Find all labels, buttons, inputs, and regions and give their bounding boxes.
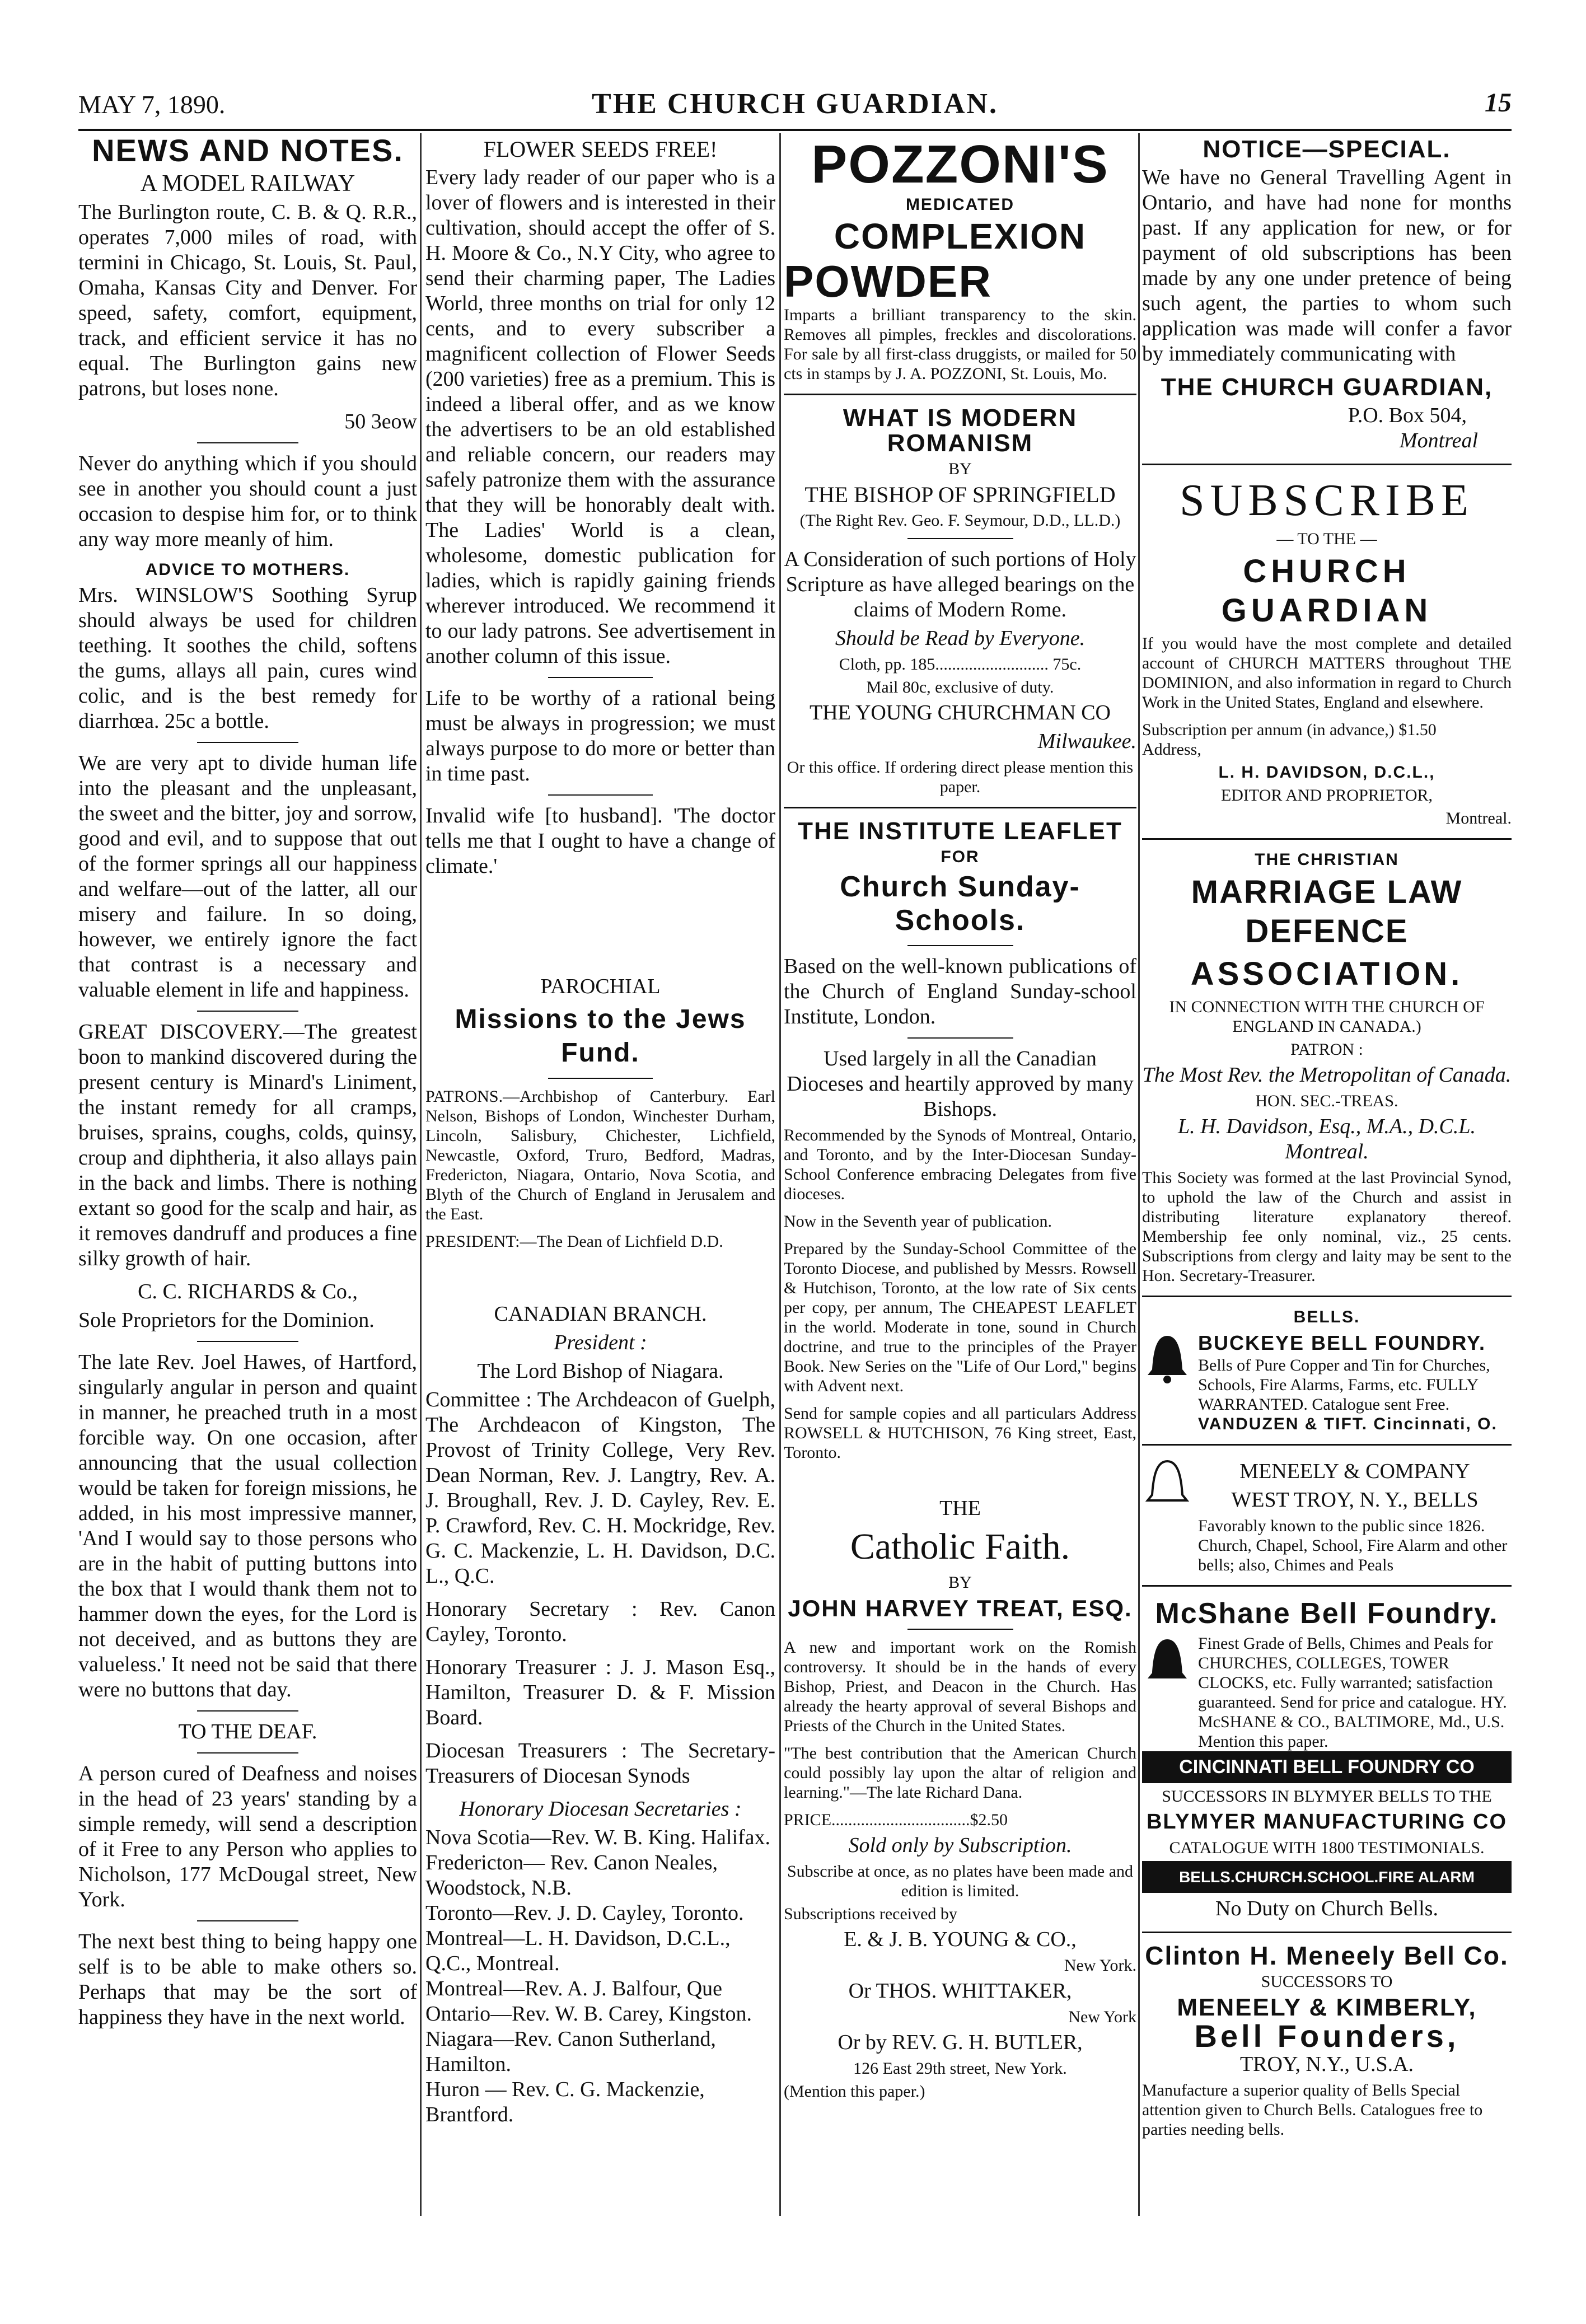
- meneely-ad: [1142, 1456, 1512, 1575]
- young-co: E. & J. B. YOUNG & CO.,: [844, 1928, 1077, 1951]
- divider: [1142, 1444, 1512, 1446]
- by-label-2: BY: [948, 1573, 972, 1592]
- divider: [197, 1920, 299, 1921]
- meneely-title: MENEELY & COMPANY: [1239, 1460, 1470, 1483]
- divider: [197, 1341, 299, 1342]
- institute-title: THE INSTITUTE LEAFLET: [798, 817, 1122, 845]
- divider: [197, 1710, 299, 1712]
- president-label: President :: [554, 1331, 647, 1354]
- news-heading: NEWS AND NOTES.: [92, 133, 404, 168]
- church-guardian-heading: CHURCH GUARDIAN: [1221, 553, 1433, 629]
- editor-label: EDITOR AND PROPRIETOR,: [1220, 786, 1433, 805]
- president-name: The Lord Bishop of Niagara.: [477, 1359, 724, 1383]
- next-text: The next best thing to being happy one self is to be able to make others so. Perhaps that may be the sort of happiness they have in the next world.: [78, 1930, 417, 2029]
- hawes-text: The late Rev. Joel Hawes, of Hartford, singularly angular in person and quaint in manner, he preached truth in a most forcible way. On one occasion, after announcing that the usual collection would be taken for foreign missions, he added, in his most impressive manner, 'And I would say to those persons who are in the habit of putting buttons into the box that I would thank them not to hammer down the eyes, for the Lord is not deceived, and as buttons they are valueless.' It need not be said that there were no buttons that day.: [78, 1350, 417, 1701]
- by-label: BY: [948, 460, 972, 478]
- prepared-text: Prepared by the Sunday-School Committee of the Toronto Diocese, and published by Messrs. Rowsell & Hutchison, Toronto, at the low rate of Six cents per copy, per annum, The CHEAPEST LEAFLET in the world. Moderate in tone, sound in Church doctrine, and true to the principles of the Prayer Book. New Series on the "Life of Our Lord," begins with Advent next.: [784, 1240, 1136, 1395]
- connection-text: IN CONNECTION WITH THE CHURCH OF ENGLAND IN CANADA.): [1169, 998, 1485, 1036]
- now-in-text: Now in the Seventh year of publication.: [784, 1212, 1052, 1231]
- column-divider: [420, 133, 422, 2216]
- butler-address: 126 East 29th street, New York.: [853, 2059, 1067, 2078]
- railway-text: The Burlington route, C. B. & Q. R.R., operates 7,000 miles of road, with termini in Chicago, St. Louis, St. Paul, Omaha, Kansas City and Denver. For speed, safety, comfort, equipment, track, and efficient service it has no equal. The Burlington gains new patrons, but loses none.: [78, 200, 417, 400]
- buckeye-title: BUCKEYE BELL FOUNDRY.: [1198, 1331, 1486, 1354]
- divider: [1142, 464, 1512, 465]
- column-2: [425, 133, 775, 2216]
- catholic-faith: Catholic Faith.: [850, 1526, 1070, 1567]
- bell-icon: [1142, 1456, 1192, 1512]
- sold-by-subscription: Sold only by Subscription.: [848, 1834, 1072, 1857]
- divider: [784, 807, 1136, 808]
- branch-heading: CANADIAN BRANCH.: [494, 1302, 707, 1326]
- column-4: [1142, 133, 1512, 2216]
- pozzoni-complexion: COMPLEXION: [834, 216, 1087, 256]
- blymyer-banner: BELLS.CHURCH.SCHOOL.FIRE ALARM: [1142, 1861, 1512, 1893]
- treat-name: JOHN HARVEY TREAT, ESQ.: [788, 1595, 1133, 1621]
- subscribe-text: Subscribe at once, as no plates have been made and edition is limited.: [787, 1862, 1134, 1900]
- new-york-1: New York.: [1064, 1956, 1136, 1975]
- marriage-heading: MARRIAGE LAW DEFENCE: [1191, 874, 1463, 950]
- bell-founders: Bell Founders,: [1194, 2018, 1459, 2054]
- hon-sec-treas: HON. SEC.-TREAS.: [1255, 1092, 1398, 1110]
- divider: [1142, 1585, 1512, 1587]
- deaf-text: A person cured of Deafness and noises in the head of 23 years' standing by a simple remedy, will send a description of it Free to any Person who applies to Nicholson, 177 McDougal street, New York.: [78, 1762, 417, 1911]
- hon-diocesan-label: Honorary Diocesan Secretaries :: [459, 1797, 742, 1821]
- list-item: Nova Scotia—Rev. W. B. King. Halifax.: [425, 1826, 771, 1849]
- mcshane-title: McShane Bell Foundry.: [1155, 1597, 1499, 1630]
- kimberly-title: MENEELY & KIMBERLY,: [1177, 1994, 1477, 2021]
- parochial-heading: PAROCHIAL: [540, 975, 661, 998]
- davidson-sec: L. H. Davidson, Esq., M.A., D.C.L. Montreal.: [1177, 1115, 1476, 1163]
- list-item: Niagara—Rev. Canon Sutherland, Hamilton.: [425, 2027, 716, 2076]
- president-text: PRESIDENT:—The Dean of Lichfield D.D.: [425, 1232, 723, 1251]
- po-box: P.O. Box 504,: [1348, 404, 1467, 427]
- manufacture-text: Manufacture a superior quality of Bells Special attention given to Church Bells. Catalogues free to parties needing bells.: [1142, 2081, 1483, 2139]
- mail-price: Mail 80c, exclusive of duty.: [866, 678, 1054, 696]
- buckeye-text: Bells of Pure Copper and Tin for Churches, Schools, Fire Alarms, Farms, etc. FULLY WARRANTED. Catalogue sent Free.: [1198, 1356, 1490, 1414]
- never-text: Never do anything which if you should see in another you should count a just occasion to despise him for, or to think any way more meanly of him.: [78, 452, 417, 551]
- list-item: Ontario—Rev. W. B. Carey, Kingston.: [425, 2002, 752, 2026]
- page-number: 15: [1485, 88, 1512, 118]
- divider: [1142, 1296, 1512, 1297]
- divider: [548, 1078, 653, 1079]
- metropolitan: The Most Rev. the Metropolitan of Canada.: [1142, 1063, 1512, 1087]
- used-text: Used largely in all the Canadian Dioceses and heartily approved by many Bishops.: [787, 1047, 1134, 1121]
- recommended-text: Recommended by the Synods of Montreal, Ontario, and Toronto, and by the Inter-Diocesan Sunday-School Conference embracing Delegates from five dioceses.: [784, 1126, 1136, 1203]
- cincinnati-banner: CINCINNATI BELL FOUNDRY CO: [1142, 1751, 1512, 1783]
- mention-paper: (Mention this paper.): [784, 2082, 925, 2101]
- butler: Or by REV. G. H. BUTLER,: [838, 2031, 1083, 2054]
- diocese-list: [425, 1825, 775, 2127]
- flower-text: Every lady reader of our paper who is a lover of flowers and is interested in their cultivation, should accept the offer of S. H. Moore & Co., N.Y City, who agree to send their charming paper, The Ladies World, three months on trial for only 12 cents, and to every subscriber a magnificent collection of Flower Seeds (200 varieties) free as a premium. This is indeed a liberal offer, and as we know the advertisers to be an old established and reliable concern, our readers may safely patronize them with the assurance that they will be honorably dealt with. The Ladies' World is a clean, wholesome, domestic publication for ladies, which is rapidly gaining friends wherever introduced. We recommend it to our lady patrons. See advertisement in another column of this issue.: [425, 166, 775, 668]
- column-divider: [1138, 133, 1140, 2216]
- divider: [784, 394, 1136, 395]
- divider: [907, 1037, 1013, 1039]
- masthead-title: THE CHURCH GUARDIAN.: [592, 88, 998, 120]
- romanism-title: WHAT IS MODERN ROMANISM: [843, 404, 1078, 457]
- list-item: Fredericton— Rev. Canon Neales, Woodstock, N.B.: [425, 1851, 718, 1900]
- list-item: Huron — Rev. C. G. Mackenzie, Brantford.: [425, 2078, 705, 2126]
- patrons-text: PATRONS.—Archbishop of Canterbury. Earl Nelson, Bishops of London, Winchester Durham, Lincoln, Salisbury, Chichester, Lichfield, Newcastle, Oxford, Truro, Bedford, Madras, Fredericton, Niagara, Ontario, Nova Scotia, and Blyth of the Church of England in Jerusalem and the East.: [425, 1087, 775, 1223]
- divider: [907, 945, 1013, 946]
- mcshane-text: Finest Grade of Bells, Chimes and Peals for CHURCHES, COLLEGES, TOWER CLOCKS, etc. Fully warranted; satisfaction guaranteed. Send for price and catalogue. HY. McSHANE & CO., BALTIMORE, Md., U.S. Mention this paper.: [1198, 1634, 1507, 1751]
- bell-icon: [1142, 1330, 1192, 1386]
- based-text: Based on the well-known publications of the Church of England Sunday-school Institute, London.: [784, 955, 1136, 1028]
- to-the: — TO THE —: [1276, 530, 1377, 548]
- price-line: PRICE.................................$2.50: [784, 1811, 1008, 1829]
- quote-text: "The best contribution that the American Church could possibly lay upon the altar of religion and learning."—The late Richard Dana.: [784, 1744, 1136, 1802]
- column-3: [784, 133, 1136, 2216]
- subs-received: Subscriptions received by: [784, 1905, 957, 1923]
- vanduzen: VANDUZEN & TIFT. Cincinnati, O.: [1198, 1415, 1498, 1433]
- divider: [197, 742, 299, 743]
- send-text: Send for sample copies and all particulars Address ROWSELL & HUTCHISON, 76 King street, East, Toronto.: [784, 1404, 1136, 1462]
- blymyer-catalogue: CATALOGUE WITH 1800 TESTIMONIALS.: [1169, 1839, 1485, 1857]
- bells-heading: BELLS.: [1293, 1308, 1360, 1326]
- divider: [1142, 838, 1512, 840]
- clinton-title: Clinton H. Meneely Bell Co.: [1145, 1941, 1509, 1970]
- bell-icon: [1142, 1634, 1192, 1690]
- the-label: THE: [939, 1497, 981, 1520]
- young-churchman: THE YOUNG CHURCHMAN CO: [810, 701, 1111, 724]
- divider: [1142, 1932, 1512, 1933]
- column-1: [78, 133, 417, 2216]
- buckeye-ad: [1142, 1330, 1512, 1434]
- new-york-2: New York: [1068, 2008, 1136, 2026]
- advice-text: Mrs. WINSLOW'S Soothing Syrup should always be used for children teething. It soothes the child, softens the gums, allays all pain, cures wind colic, and is the best remedy for diarrhœa. 25c a bottle.: [78, 583, 417, 733]
- notice-text: We have no General Travelling Agent in Ontario, and have had none for months past. If any application for new, or for payment of old subscriptions has been made by any one under pretence of being such agent, the parties to whom such application was made will confer a favor by immediately communicating with: [1142, 166, 1512, 366]
- association-heading: ASSOCIATION.: [1190, 956, 1463, 992]
- davidson-name: L. H. DAVIDSON, D.C.L.,: [1218, 763, 1435, 782]
- divider: [907, 1629, 1013, 1630]
- life-text: Life to be worthy of a rational being must be always in progression; we must always purpose to do more or better than in time past.: [425, 686, 775, 785]
- flower-title: FLOWER SEEDS FREE!: [483, 137, 718, 162]
- troy-address: TROY, N.Y., U.S.A.: [1239, 2052, 1414, 2076]
- blymyer-name: BLYMYER MANUFACTURING CO: [1146, 1810, 1508, 1834]
- advice-title: ADVICE TO MOTHERS.: [145, 560, 350, 579]
- cloth-price: Cloth, pp. 185........................... 75c.: [839, 655, 1082, 674]
- pozzoni-text: Imparts a brilliant transparency to the skin. Removes all pimples, freckles and discolorations. For sale by all first-class druggists, or mailed for 50 cts in stamps by J. A. POZZONI, St. Louis, Mo.: [784, 306, 1136, 383]
- bishop-title: THE BISHOP OF SPRINGFIELD: [804, 482, 1116, 507]
- new-work-text: A new and important work on the Romish controversy. It should be in the hands of every Bishop, Priest, and Deacon in the Church. Has already the hearty approval of several Bishops and Priests of the Church in the United States.: [784, 1638, 1136, 1735]
- missions-heading: Missions to the Jews Fund.: [455, 1004, 746, 1068]
- pozzoni-medicated: MEDICATED: [905, 195, 1015, 214]
- montreal-2: Montreal.: [1445, 809, 1512, 827]
- patron-label: PATRON :: [1290, 1040, 1363, 1059]
- masthead-date: MAY 7, 1890.: [78, 90, 226, 119]
- divider: [907, 538, 1013, 539]
- if-you-text: If you would have the most complete and detailed account of CHURCH MATTERS throughout THE DOMINION, and also information in regard to Church Work in the United States, England and elsewhere.: [1142, 634, 1512, 712]
- bishop-sub: (The Right Rev. Geo. F. Seymour, D.D., LL.D.): [799, 511, 1121, 530]
- hon-treasurer: Honorary Treasurer : J. J. Mason Esq., Hamilton, Treasurer D. & F. Mission Board.: [425, 1656, 775, 1729]
- apt-text: We are very apt to divide human life into the pleasant and the unpleasant, the sweet and the bitter, joy and sorrow, good and evil, and to suppose that out of the former springs all our happiness and welfare—out of the latter, all our misery and failure. In so doing, however, we entirely ignore the fact that contrast is a necessary and valuable element in life and happiness.: [78, 751, 417, 1002]
- for-label: FOR: [941, 848, 980, 866]
- discovery-text: GREAT DISCOVERY.—The greatest boon to mankind discovered during the present century is Minard's Liniment, the instant remedy for all cramps, bruises, sprains, coughs, colds, quinsy, croup and diphtheria, it also allays pain in the back and limbs. There is nothing extant so good for the scalp and hair, as it removes dandruff and produces a fine silky growth of hair.: [78, 1020, 417, 1270]
- consideration-text: A Consideration of such portions of Holy Scripture as have alleged bearings on the claims of Modern Rome.: [784, 548, 1136, 621]
- divider: [548, 794, 653, 796]
- sunday-schools: Church Sunday-Schools.: [840, 871, 1080, 937]
- should-read: Should be Read by Everyone.: [835, 626, 1086, 650]
- montreal: Montreal: [1399, 429, 1478, 452]
- invalid-text: Invalid wife [to husband]. 'The doctor tells me that I ought to have a change of climate.': [425, 804, 775, 878]
- discovery-signature-2: Sole Proprietors for the Dominion.: [78, 1308, 375, 1332]
- no-duty: No Duty on Church Bells.: [1215, 1897, 1438, 1920]
- hon-secretary: Honorary Secretary : Rev. Canon Cayley, Toronto.: [425, 1597, 775, 1646]
- order-note: Or this office. If ordering direct please mention this paper.: [787, 758, 1134, 796]
- meneely-text: Favorably known to the public since 1826. Church, Chapel, School, Fire Alarm and other bells; also, Chimes and Peals: [1198, 1517, 1508, 1574]
- divider: [197, 1011, 299, 1012]
- list-item: Montreal—Rev. A. J. Balfour, Que: [425, 1977, 723, 2000]
- society-text: This Society was formed at the last Provincial Synod, to uphold the law of the Church and assist in distributing literature explanatory thereof. Membership fee only nominal, viz., 25 cents. Subscriptions from clergy and laity may be sent to the Hon. Secretary-Treasurer.: [1142, 1168, 1512, 1285]
- divider: [197, 442, 299, 443]
- mcshane-ad: [1142, 1634, 1512, 1751]
- notice-heading: NOTICE—SPECIAL.: [1203, 135, 1451, 163]
- pozzoni-title: POZZONI'S: [811, 134, 1109, 194]
- subscribe-heading: SUBSCRIBE: [1180, 476, 1474, 525]
- committee-text: Committee : The Archdeacon of Guelph, The Archdeacon of Kingston, The Provost of Trinity College, Very Rev. Dean Norman, Rev. J. Langtry, Rev. A. J. Broughall, Rev. J. D. Cayley, Rev. E. P. Crawford, Rev. C. H. Mockridge, Rev. G. C. Mackenzie, L. H. Davidson, D.C. L., Q.C.: [425, 1388, 775, 1588]
- subscription-price: Subscription per annum (in advance,) $1.50: [1142, 721, 1437, 739]
- divider: [197, 1752, 299, 1753]
- pozzoni-powder: POWDER: [784, 256, 992, 306]
- list-item: Montreal—L. H. Davidson, D.C.L., Q.C., Montreal.: [425, 1926, 731, 1975]
- church-guardian-name: THE CHURCH GUARDIAN,: [1161, 373, 1493, 401]
- masthead: [78, 84, 1512, 131]
- diocesan-treasurers: Diocesan Treasurers : The Secretary-Treasurers of Diocesan Synods: [425, 1739, 775, 1788]
- pozzoni-ad: [784, 134, 1136, 384]
- successors-label: SUCCESSORS TO: [1261, 1972, 1393, 1991]
- address-label: Address,: [1142, 740, 1201, 759]
- discovery-signature: C. C. RICHARDS & Co.,: [138, 1280, 358, 1303]
- deaf-title: TO THE DEAF.: [178, 1720, 317, 1743]
- list-item: Toronto—Rev. J. D. Cayley, Toronto.: [425, 1901, 744, 1925]
- blymyer-successors: SUCCESSORS IN BLYMYER BELLS TO THE: [1162, 1787, 1492, 1806]
- railway-code: 50 3eow: [344, 410, 417, 433]
- railway-title: A MODEL RAILWAY: [140, 171, 355, 197]
- divider: [548, 677, 653, 678]
- christian-label: THE CHRISTIAN: [1255, 850, 1399, 869]
- column-divider: [779, 133, 781, 2216]
- west-troy: WEST TROY, N. Y., BELLS: [1231, 1488, 1479, 1512]
- whittaker: Or THOS. WHITTAKER,: [848, 1979, 1072, 2003]
- milwaukee: Milwaukee.: [1037, 730, 1136, 753]
